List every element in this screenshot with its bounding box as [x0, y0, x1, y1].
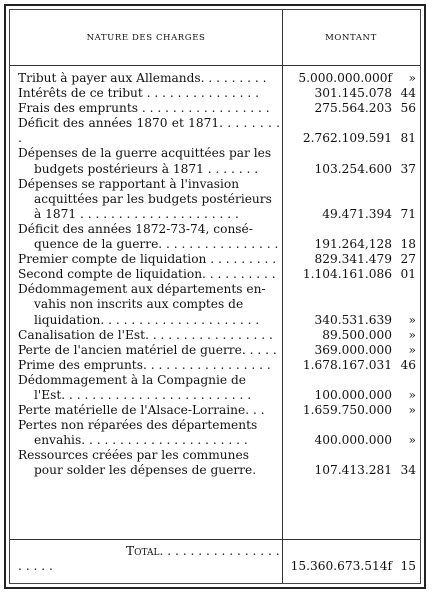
charge-label-line: Canalisation de l'Est. . . . . . . . . . . . . . . . . — [18, 327, 273, 342]
charge-label-line: liquidation. . . . . . . . . . . . . . . . . . . . . — [34, 312, 260, 327]
charge-amount: 1.104.161.086 — [302, 267, 392, 282]
charge-label — [10, 448, 280, 478]
charge-row — [10, 343, 420, 358]
total-cents: 15 — [400, 559, 416, 573]
charge-row — [10, 177, 420, 222]
charge-cents: » — [408, 327, 416, 342]
charge-amount: 100.000.000 — [314, 387, 392, 402]
charge-label — [10, 343, 280, 358]
charge-label — [10, 71, 280, 86]
charge-amount: 829.341.479 — [314, 252, 392, 267]
charge-label — [10, 267, 280, 282]
charge-amount: 89.500.000 — [322, 327, 392, 342]
charge-label-line: Frais des emprunts . . . . . . . . . . . . . . . . . — [18, 101, 270, 116]
charge-row — [10, 71, 420, 86]
total-row — [10, 544, 420, 574]
charge-label — [10, 177, 280, 222]
charge-amount: 49.471.394 — [322, 206, 392, 221]
charge-amount: 107.413.281 — [314, 463, 392, 478]
charge-label — [10, 373, 280, 403]
charge-label-line: Perte matérielle de l'Alsace-Lorraine. . . — [18, 403, 265, 418]
charge-label-line: Perte de l'ancien matériel de guerre. . . . . — [18, 342, 277, 357]
charge-cents: 34 — [400, 463, 416, 478]
charge-cents: 81 — [400, 131, 416, 146]
charge-label-line: Déficit des années 1872-73-74, consé- — [18, 221, 253, 236]
charge-label — [10, 403, 280, 418]
total-label: Total. . . . . . . . . . . . . . . . . . . . . — [18, 544, 280, 573]
charge-label-line: Dédommagement à la Compagnie de — [18, 372, 247, 387]
charge-row — [10, 146, 420, 176]
charge-cents: » — [408, 433, 416, 448]
charge-label-line: acquittées par les budgets postérieurs — [34, 191, 272, 206]
charge-label — [10, 418, 280, 448]
charge-cents: 37 — [400, 161, 416, 176]
charge-row — [10, 267, 420, 282]
charge-amount: 103.254.600 — [314, 161, 392, 176]
table-body — [9, 9, 421, 584]
charge-row — [10, 418, 420, 448]
charge-label-line: quence de la guerre. . . . . . . . . . . . . . . . — [34, 237, 279, 252]
charge-row — [10, 86, 420, 101]
charge-label — [10, 358, 280, 373]
charge-cents: 18 — [400, 237, 416, 252]
charge-label-line: envahis. . . . . . . . . . . . . . . . . . . . . . — [34, 433, 248, 448]
header-nature: NATURE DES CHARGES — [86, 32, 206, 43]
charge-amount: 191.264,128 — [314, 237, 392, 252]
charge-label-line: vahis non inscrits aux comptes de — [34, 297, 244, 312]
charge-cents: 44 — [400, 86, 416, 101]
charge-label — [10, 282, 280, 327]
charge-amount: 2.762.109.591 — [302, 131, 392, 146]
charge-label-line: budgets postérieurs à 1871 . . . . . . . — [34, 161, 259, 176]
charge-amount: 301.145.078 — [314, 86, 392, 101]
charge-cents: 56 — [400, 101, 416, 116]
header-amount: MONTANT — [325, 32, 377, 43]
charge-cents: » — [408, 71, 416, 85]
charge-label-line: Second compte de liquidation. . . . . . . . . . — [18, 267, 276, 282]
table-header — [10, 10, 420, 66]
charge-amount: 340.531.639 — [314, 312, 392, 327]
charge-label-line: Intérêts de ce tribut . . . . . . . . . . . . . . . — [18, 86, 260, 101]
charge-cents: » — [408, 387, 416, 402]
charge-row — [10, 403, 420, 418]
charge-cents: 01 — [400, 267, 416, 282]
charge-label-line: Premier compte de liquidation . . . . . . . . . — [18, 252, 277, 267]
charge-label — [10, 252, 280, 267]
charge-label-line: Tribut à payer aux Allemands. . . . . . . . . — [18, 71, 267, 85]
charge-row — [10, 101, 420, 116]
charge-label-line: pour solder les dépenses de guerre. — [34, 463, 257, 478]
charge-label-line: Dépenses se rapportant à l'invasion — [18, 176, 240, 191]
charge-cents: » — [408, 342, 416, 357]
charge-amount: 369.000.000 — [314, 342, 392, 357]
charges-list — [10, 71, 420, 479]
charge-label-line: Dédommagement aux départements en- — [18, 282, 266, 297]
charge-row — [10, 116, 420, 146]
charge-label — [10, 328, 280, 343]
charge-row — [10, 282, 420, 327]
charge-label — [10, 101, 280, 116]
charge-row — [10, 252, 420, 267]
charge-row — [10, 373, 420, 403]
charge-amount: 400.000.000 — [314, 433, 392, 448]
charge-label-line: Ressources créées par les communes — [18, 448, 249, 463]
total-amount: 15.360.673.514f — [290, 559, 392, 573]
charge-row — [10, 222, 420, 252]
charge-label-line: Dépenses de la guerre acquittées par les — [18, 146, 272, 161]
charge-label — [10, 146, 280, 176]
charge-label-line: Prime des emprunts. . . . . . . . . . . . . . . . . — [18, 357, 271, 372]
charge-label — [10, 86, 280, 101]
charge-label-line: Déficit des années 1870 et 1871. . . . . . . . . — [18, 116, 280, 146]
charge-label-line: à 1871 . . . . . . . . . . . . . . . . . . . . . — [34, 206, 239, 221]
charge-cents: » — [408, 312, 416, 327]
charge-row — [10, 448, 420, 478]
charge-cents: » — [408, 403, 416, 418]
charge-amount: 1.659.750.000 — [302, 403, 392, 418]
charge-cents: 71 — [400, 206, 416, 221]
table-frame — [4, 4, 426, 589]
charge-cents: 27 — [400, 252, 416, 267]
charge-label — [10, 222, 280, 252]
charge-cents: 46 — [400, 357, 416, 372]
charge-label — [10, 116, 280, 146]
charge-row — [10, 358, 420, 373]
charge-amount: 1.678.167.031 — [302, 357, 392, 372]
charge-amount: 275.564.203 — [314, 101, 392, 116]
charge-amount: 5.000.000.000f — [298, 71, 392, 85]
charge-row — [10, 328, 420, 343]
charge-label-line: Pertes non réparées des départements — [18, 418, 258, 433]
total-separator — [10, 539, 420, 540]
charge-label-line: l'Est. . . . . . . . . . . . . . . . . . . . . . . . . — [34, 387, 252, 402]
